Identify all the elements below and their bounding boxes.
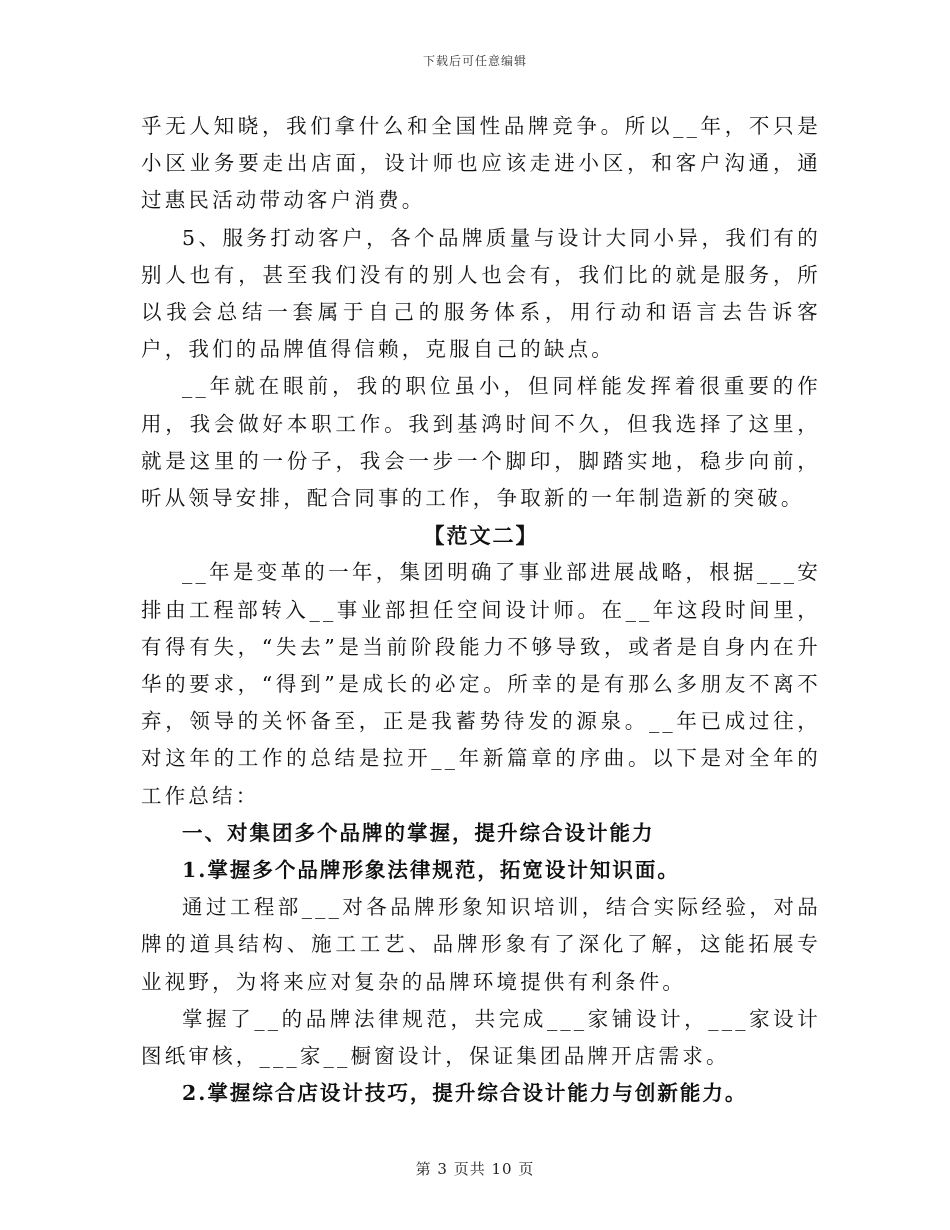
paragraph-intro: __年是变革的一年，集团明确了事业部进展战略，根据___安排由工程部转入__事业部担任空间设计师。在__年这段时间里，有得有失，“失去”是当前阶段能力不够导致，或者是自身内在升华的要求，“得到”是成长的必定。所幸的是有那么多朋友不离不弃，领导的关怀备至，正是我蓄势待发的源泉。__年已成过往，对这年的工作的总结是拉开__年新篇章的序曲。以下是对全年的工作总结： bbox=[141, 560, 821, 808]
paragraph-continuation: 乎无人知晓，我们拿什么和全国性品牌竞争。所以__年，不只是小区业务要走出店面，设计师也应该走进小区，和客户沟通，通过惠民活动带动客户消费。 bbox=[141, 114, 821, 213]
subsection-heading-1-2: 2.掌握综合店设计技巧，提升综合设计能力与创新能力。 bbox=[182, 1081, 748, 1106]
page-footer: 第 3 页共 10 页 bbox=[415, 1160, 535, 1178]
paragraph-designs-completed: 掌握了__的品牌法律规范，共完成___家铺设计，___家设计图纸审核，___家__橱窗设计，保证集团品牌开店需求。 bbox=[141, 1006, 821, 1069]
paragraph-training: 通过工程部___对各品牌形象知识培训，结合实际经验，对品牌的道具结构、施工工艺、品牌形象有了深化了解，这能拓展专业视野，为将来应对复杂的品牌环境提供有利条件。 bbox=[141, 895, 821, 994]
subsection-heading-1-1: 1.掌握多个品牌形象法律规范，拓宽设计知识面。 bbox=[182, 858, 680, 883]
document-body bbox=[141, 108, 821, 1112]
section-heading-1: 一、对集团多个品牌的掌握，提升综合设计能力 bbox=[182, 820, 655, 845]
section-title-sample-two: 【范文二】 bbox=[423, 523, 539, 549]
page-header: 下载后可任意编辑 bbox=[422, 54, 527, 68]
paragraph-service: 5、服务打动客户，各个品牌质量与设计大同小异，我们有的别人也有，甚至我们没有的别人也会有，我们比的就是服务，所以我会总结一套属于自己的服务体系，用行动和语言去告诉客户，我们的品牌值得信赖，克服自己的缺点。 bbox=[141, 225, 821, 362]
paragraph-outlook: __年就在眼前，我的职位虽小，但同样能发挥着很重要的作用，我会做好本职工作。我到基鸿时间不久，但我选择了这里，就是这里的一份子，我会一步一个脚印，脚踏实地，稳步向前，听从领导安排，配合同事的工作，争取新的一年制造新的突破。 bbox=[141, 374, 821, 511]
